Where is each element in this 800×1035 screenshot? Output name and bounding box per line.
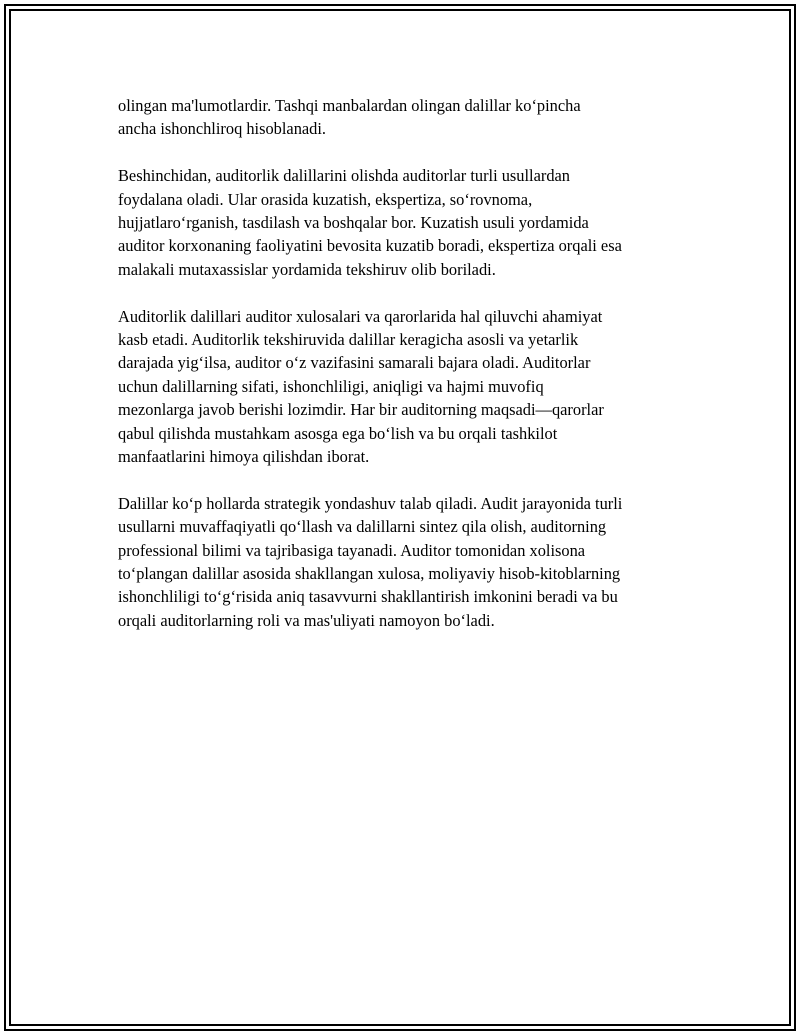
paragraph-1: [118, 94, 698, 141]
text-line: foydalana oladi. Ular orasida kuzatish, ekspertiza, so‘rovnoma,: [118, 189, 533, 209]
document-body: [118, 94, 698, 656]
text-line: mezonlarga javob berishi lozimdir. Har bir auditorning maqsadi—qarorlar: [118, 400, 604, 420]
text-line: Dalillar ko‘p hollarda strategik yondashuv talab qiladi. Audit jarayonida turli: [118, 493, 623, 513]
text-line: malakali mutaxassislar yordamida tekshiruv olib boriladi.: [118, 259, 496, 279]
paragraph-2: [118, 164, 698, 281]
text-line: professional bilimi va tajribasiga tayanadi. Auditor tomonidan xolisona: [118, 540, 586, 560]
text-line: uchun dalillarning sifati, ishonchliligi, aniqligi va hajmi muvofiq: [118, 376, 544, 396]
text-line: manfaatlarini himoya qilishdan iborat.: [118, 447, 370, 467]
text-line: hujjatlaro‘rganish, tasdilash va boshqalar bor. Kuzatish usuli yordamida: [118, 213, 589, 233]
text-line: orqali auditorlarning roli va mas'uliyati namoyon bo‘ladi.: [118, 610, 495, 630]
text-line: usullarni muvaffaqiyatli qo‘llash va dalillarni sintez qila olish, auditorning: [118, 517, 607, 537]
text-line: kasb etadi. Auditorlik tekshiruvida dalillar keragicha asosli va yetarlik: [118, 330, 579, 350]
text-line: to‘plangan dalillar asosida shakllangan xulosa, moliyaviy hisob-kitoblarning: [118, 564, 621, 584]
text-line: darajada yig‘ilsa, auditor o‘z vazifasini samarali bajara oladi. Auditorlar: [118, 353, 591, 373]
text-line: Auditorlik dalillari auditor xulosalari va qarorlarida hal qiluvchi ahamiyat: [118, 306, 603, 326]
text-line: olingan ma'lumotlardir. Tashqi manbalardan olingan dalillar ko‘pincha: [118, 96, 581, 115]
paragraph-4: [118, 492, 698, 632]
text-line: Beshinchidan, auditorlik dalillarini olishda auditorlar turli usullardan: [118, 166, 571, 186]
text-line: ancha ishonchliroq hisoblanadi.: [118, 119, 327, 139]
paragraph-3: [118, 305, 698, 469]
text-line: auditor korxonaning faoliyatini bevosita kuzatib boradi, ekspertiza orqali esa: [118, 236, 622, 256]
text-line: ishonchliligi to‘g‘risida aniq tasavvurni shakllantirish imkonini beradi va bu: [118, 587, 618, 607]
text-line: qabul qilishda mustahkam asosga ega bo‘lish va bu orqali tashkilot: [118, 423, 558, 443]
